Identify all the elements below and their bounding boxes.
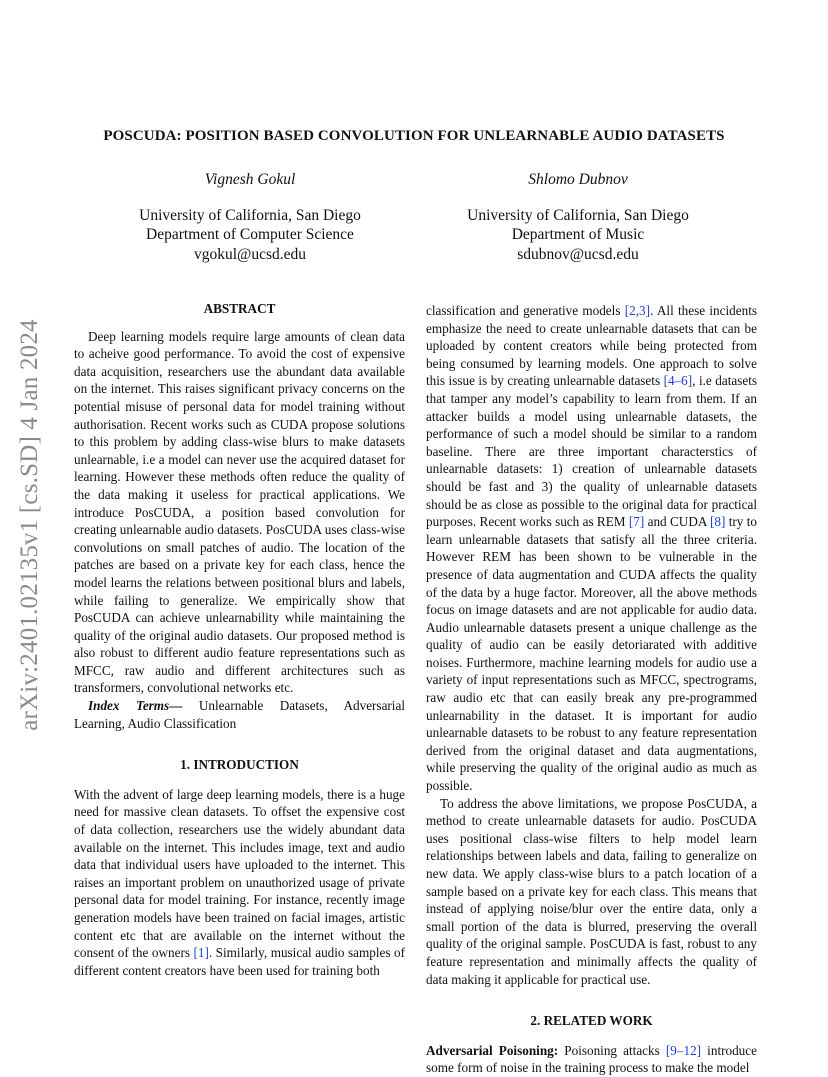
intro-text: . Similarly, musical audio samples of different content creators have been used for training both [74, 945, 405, 978]
intro-paragraph-1-continued [426, 302, 757, 795]
author-department: Department of Music [511, 226, 645, 243]
intro-text: . All these incidents emphasize the need to create unlearnable datasets that can be uploaded by content creators while being protected from being consumed by learning models. One approach to solve this issue is by creating unlearnable datasets [426, 303, 757, 389]
subsection-label: Adversarial Poisoning: [426, 1042, 559, 1058]
related-text: Poisoning attacks [558, 1042, 666, 1058]
author-affiliation: University of California, San Diego [467, 206, 689, 224]
intro-paragraph-2: To address the above limitations, we propose PosCUDA, a method to create unlearnable datasets for audio. PosCUDA uses positional class-wise filters to help model learn relationships between labels and data, failing to generalize on new data. We apply class-wise blurs to a patch location of a sample based on a private key for each class. This means that instead of applying noise/blur over the entire data, only a small portion of the data is blurred, preserving the overall quality of the original sample. PosCUDA is fast, robust to any feature representation and minimally affects the quality of data making it applicable for practical use. [426, 795, 757, 987]
author-name: Vignesh Gokul [204, 171, 296, 188]
intro-text: and CUDA [644, 514, 710, 530]
citation-link[interactable]: [8] [710, 514, 726, 530]
author-name: Shlomo Dubnov [528, 171, 628, 188]
citation-link[interactable]: [9–12] [665, 1042, 702, 1058]
author-email: vgokul@ucsd.edu [194, 245, 306, 263]
author-email: sdubnov@ucsd.edu [517, 245, 639, 263]
intro-text: With the advent of large deep learning models, there is a huge need for massive clean datasets. To offset the expensive cost of data collection, researchers use the widely abundant data available on the internet. This includes image, text and audio data that individual users have uploaded to the internet. This raises an important problem on unauthorized usage of private personal data for model training. For instance, recently image generation models have been trained on facial images, artistic content etc that are available on the internet without the consent of the owners [74, 786, 405, 961]
intro-text: , i.e datasets that tamper any model’s capability to learn from them. If an attacker builds a model using unlearnable datasets, the performance of such a model should be similar to a random baseline. There are three important characterstics of unlearnable datasets: 1) creation of unlearnable datasets should be fast and 3) the quality of unlearnable datasets should be as close as possible to the original data for practical purposes. Recent works such as REM [426, 373, 757, 530]
arxiv-identifier-text: arXiv:2401.02135v1 [cs.SD] 4 Jan 2024 [16, 319, 43, 731]
section-heading-related-work: 2. RELATED WORK [530, 1013, 653, 1029]
abstract-heading: ABSTRACT [203, 301, 276, 316]
intro-text: try to learn unlearnable datasets that satisfy all the three criteria. However REM has been shown to be vulnerable in the presence of data augmentation and CUDA affects the quality of the data by a huge factor. Moreover, all the above methods focus on image datasets and are not applicable for audio data. Audio unlearnable datasets present a unique challenge as the quality of audio can be easily detoriarated with additive noises. Furthermore, machine learning models for audio use a variety of input representations such as MFCC, spectrograms, raw audio etc that can easily break any pre-programmed unlearnability in the dataset. It is important for audio unlearnable datasets to be robust to any feature representation derived from the original dataset and data augmentations, while preserving the quality of the original audio as much as possible. [426, 514, 757, 794]
citation-link[interactable]: [7] [628, 514, 645, 530]
intro-text: classification and generative models [426, 303, 625, 318]
citation-link[interactable]: [1] [193, 945, 209, 961]
paper-title: POSCUDA: POSITION BASED CONVOLUTION FOR UNLEARNABLE AUDIO DATASETS [103, 128, 725, 144]
section-heading-introduction: 1. INTRODUCTION [180, 757, 299, 773]
abstract-text: Deep learning models require large amounts of clean data to acheive good performance. To avoid the cost of expensive data acquisition, researchers use the abundant data available on the internet. This raises significant privacy concerns on the potential misuse of personal data for model training without authorisation. Recent works such as CUDA propose solutions to this problem by adding class-wise blurs to make datasets unlearnable, i.e a model can never use the acquired dataset for learning. However these methods often reduce the quality of the data making it useless for practical applications. We introduce PosCUDA, a position based convolution for creating unlearnable audio datasets. PosCUDA uses class-wise convolutions on small patches of audio. The location of the patches are based on a private key for each class, hence the model learns the relations between positional blurs and labels, while failing to generalize. We empirically show that PosCUDA can achieve unlearnability while maintaining the quality of the original audio datasets. Our proposed method is also robust to different audio feature representations such as MFCC, raw audio and different architectures such as transformers, convolutional networks etc. [74, 328, 405, 696]
author-affiliation: University of California, San Diego [139, 206, 361, 224]
arxiv-identifier [10, 300, 50, 750]
left-column [74, 300, 405, 979]
related-text: introduce some form of noise in the training process to make the model [426, 1042, 757, 1076]
index-terms [74, 697, 405, 732]
citation-link[interactable]: [4–6] [663, 373, 693, 389]
right-column [426, 302, 757, 1077]
intro-paragraph-1 [74, 786, 405, 980]
author-block-2 [423, 170, 733, 264]
index-terms-label: Index Terms— [88, 698, 183, 714]
author-department: Department of Computer Science [146, 226, 354, 243]
index-terms-text: Unlearnable Datasets, Adversarial Learning, Audio Classification [74, 698, 405, 731]
citation-link[interactable]: [2,3] [624, 303, 651, 318]
author-block-1 [95, 170, 405, 264]
